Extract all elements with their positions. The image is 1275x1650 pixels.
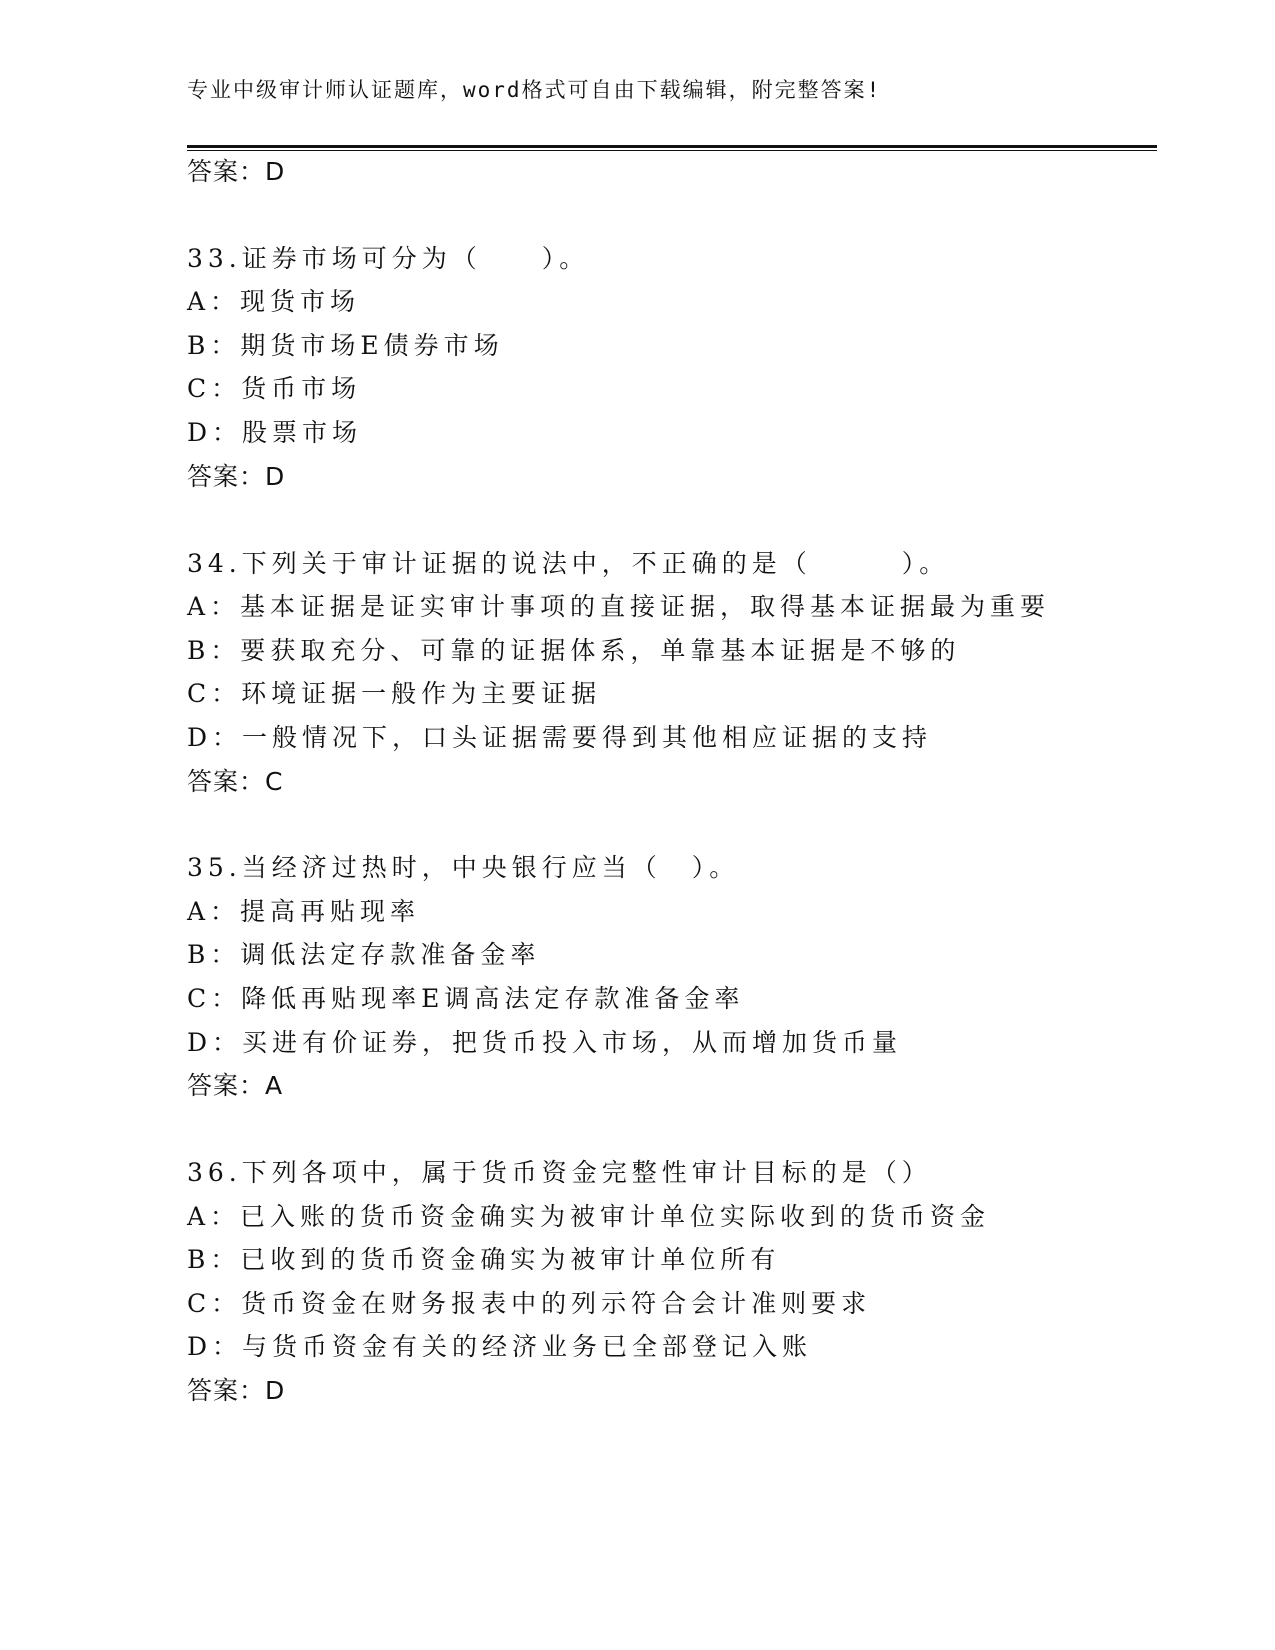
line: B：期货市场E债券市场 xyxy=(187,331,504,360)
line: 答案：D xyxy=(187,1376,286,1405)
line: A：现货市场 xyxy=(187,287,361,316)
line: C：环境证据一般作为主要证据 xyxy=(187,679,602,708)
line: C：货币市场 xyxy=(187,374,362,403)
line: 36.下列各项中，属于货币资金完整性审计目标的是（） xyxy=(187,1158,932,1187)
line: B：要获取充分、可靠的证据体系，单靠基本证据是不够的 xyxy=(187,636,961,665)
line: 34.下列关于审计证据的说法中，不正确的是（ ）。 xyxy=(187,549,950,578)
line: D：股票市场 xyxy=(187,418,363,447)
line: C：货币资金在财务报表中的列示符合会计准则要求 xyxy=(187,1289,872,1318)
line: D：与货币资金有关的经济业务已全部登记入账 xyxy=(187,1332,813,1361)
header-divider xyxy=(187,145,1157,151)
line: A：提高再贴现率 xyxy=(187,897,421,926)
line: 35.当经济过热时，中央银行应当（ ）。 xyxy=(187,853,740,882)
line: 33.证券市场可分为（ ）。 xyxy=(187,244,590,273)
line: 答案：D xyxy=(187,157,286,186)
line: A：基本证据是证实审计事项的直接证据，取得基本证据最为重要 xyxy=(187,592,1051,621)
line: D：买进有价证券，把货币投入市场，从而增加货币量 xyxy=(187,1028,903,1057)
page-header: 专业中级审计师认证题库，word格式可自由下载编辑，附完整答案! xyxy=(187,78,882,102)
line: 答案：A xyxy=(187,1071,284,1100)
line: B：已收到的货币资金确实为被审计单位所有 xyxy=(187,1245,781,1274)
line: 答案：C xyxy=(187,767,284,796)
line: A：已入账的货币资金确实为被审计单位实际收到的货币资金 xyxy=(187,1202,991,1231)
line: D：一般情况下，口头证据需要得到其他相应证据的支持 xyxy=(187,723,933,752)
line: B：调低法定存款准备金率 xyxy=(187,940,541,969)
line: C：降低再贴现率E调高法定存款准备金率 xyxy=(187,984,745,1013)
line: 答案：D xyxy=(187,462,286,491)
